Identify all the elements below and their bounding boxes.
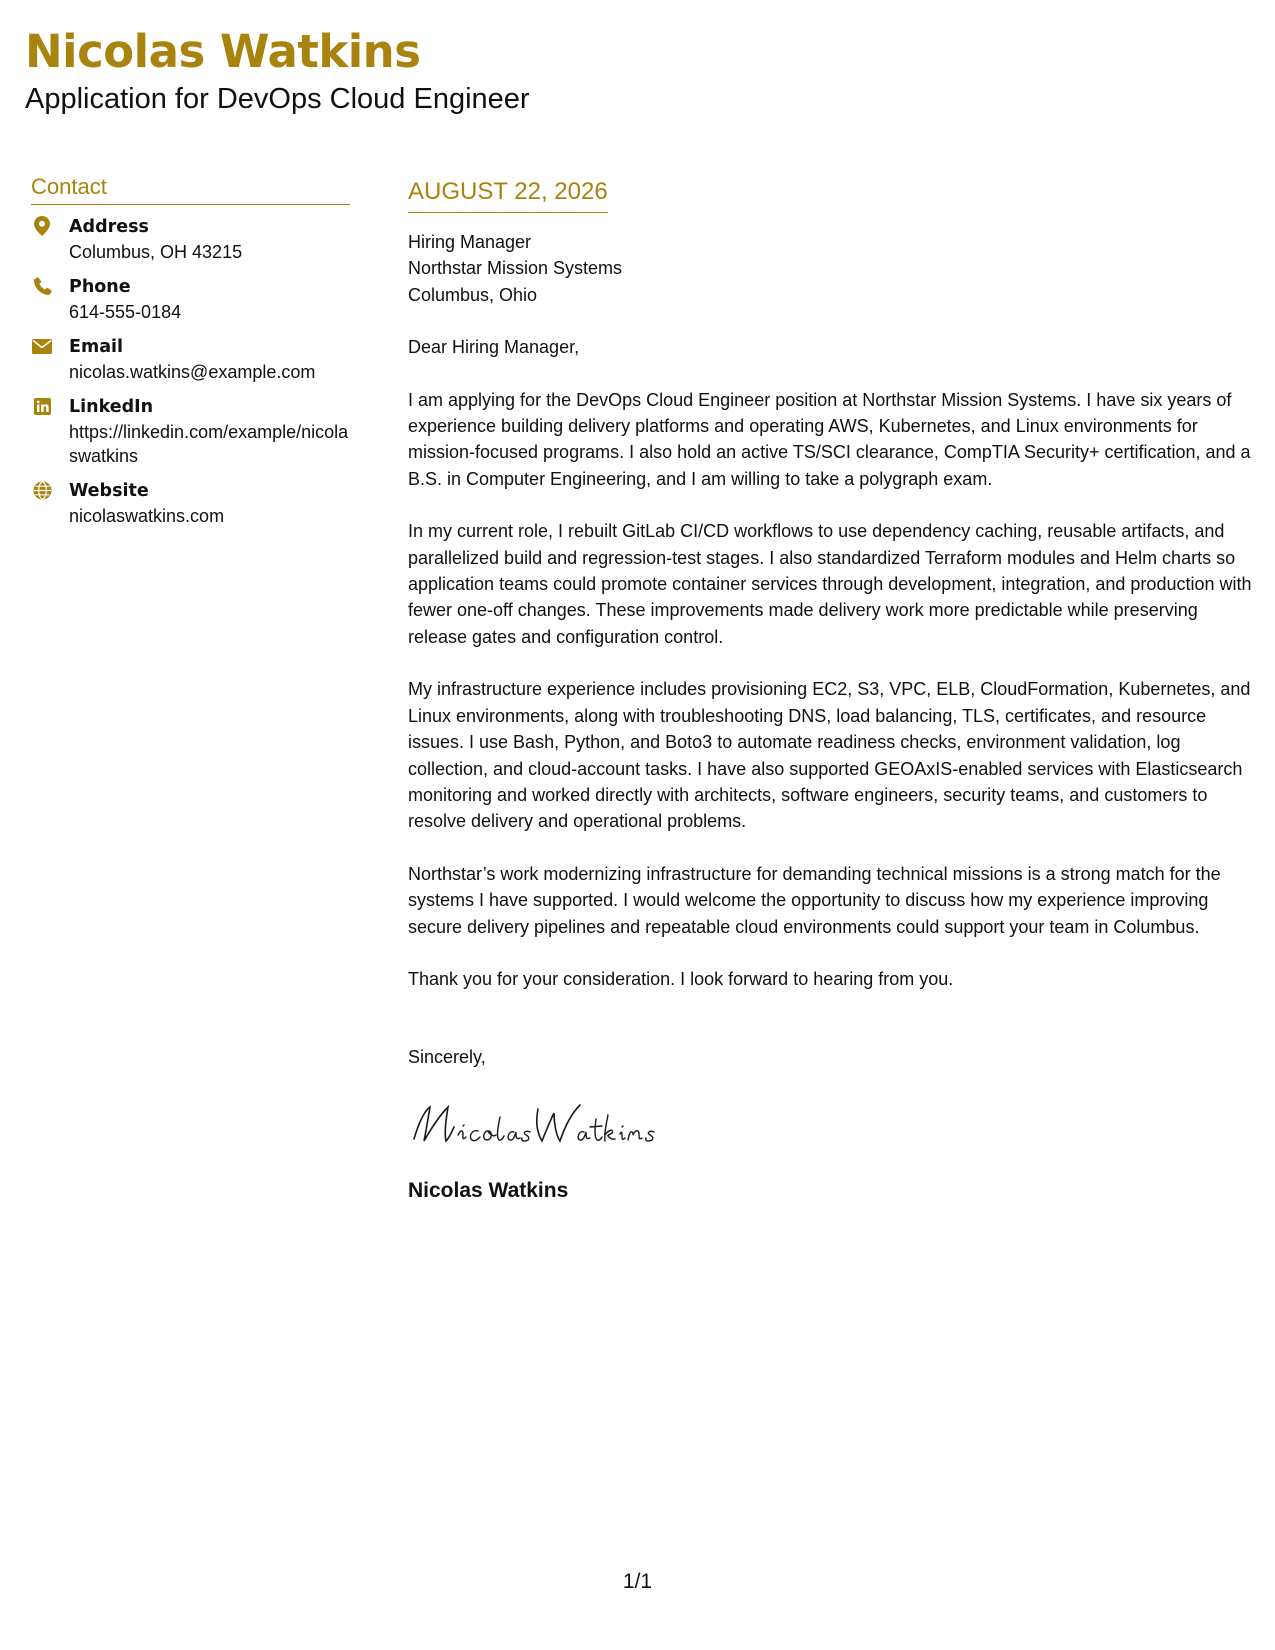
contact-item-email [31,335,350,384]
website-label: Website [69,481,149,501]
recipient-title: Hiring Manager [408,232,532,252]
address-label: Address [69,217,149,237]
signer-name: Nicolas Watkins [408,1178,569,1202]
recipient-location: Columbus, Ohio [408,284,538,305]
letter-paragraph: In my current role, I rebuilt GitLab CI/CD workflows to use dependency caching, reusable artifacts, and parallelized build and regression-test stages. I also standardized Terraform modules and Helm charts so application teams could promote container services through development, integration, and production with fewer one-off changes. These improvements made delivery work more predictable while preserving release gates and configuration control. [408,521,1252,647]
website-value[interactable]: nicolaswatkins.com [69,506,225,526]
closing: Sincerely, [408,1047,486,1068]
contact-item-website [31,479,350,528]
contact-sidebar [31,172,350,539]
letter-date: AUGUST 22, 2026 [408,176,608,213]
phone-icon [31,275,53,297]
contact-item-address [31,215,350,264]
letter-paragraph: Thank you for your consideration. I look forward to hearing from you. [408,968,954,989]
letter-paragraph: I am applying for the DevOps Cloud Engineer position at Northstar Mission Systems. I have six years of experience building delivery platforms and operating AWS, Kubernetes, and Linux environments for mission-focused programs. I also hold an active TS/SCI clearance, CompTIA Security+ certification, and a B.S. in Computer Engineering, and I am willing to take a polygraph exam. [408,389,1251,489]
page-number: 1/1 [622,1570,653,1593]
applicant-name: Nicolas Watkins [25,25,421,78]
phone-label: Phone [69,277,131,297]
map-pin-icon [31,215,53,237]
address-value: Columbus, OH 43215 [69,242,243,262]
email-label: Email [69,337,123,357]
linkedin-value[interactable]: https://linkedin.com/example/nicolaswatkins [69,422,349,466]
email-value[interactable]: nicolas.watkins@example.com [69,362,316,382]
linkedin-label: LinkedIn [69,397,154,417]
recipient-company: Northstar Mission Systems [408,258,623,279]
recipient-block [408,229,1253,308]
application-subtitle: Application for DevOps Cloud Engineer [25,83,530,115]
letter-paragraph: Northstar’s work modernizing infrastructure for demanding technical missions is a strong match for the systems I have supported. I would welcome the opportunity to discuss how my experience improving secure delivery pipelines and repeatable cloud environments could support your team in Columbus. [408,863,1221,937]
salutation: Dear Hiring Manager, [408,337,580,358]
cover-letter-body [408,176,1253,1205]
globe-icon [31,479,53,501]
phone-value: 614-555-0184 [69,302,182,322]
contact-item-linkedin [31,395,350,468]
contact-heading: Contact [31,172,350,205]
linkedin-icon [31,395,53,417]
letter-paragraph: My infrastructure experience includes provisioning EC2, S3, VPC, ELB, CloudFormation, Kubernetes, and Linux environments, along with troubleshooting DNS, load balancing, TLS, certificates, and resource issues. I use Bash, Python, and Boto3 to automate readiness checks, environment validation, log collection, and cloud-account tasks. I have also supported GEOAxIS-enabled services with Elasticsearch monitoring and worked directly with architects, software engineers, security teams, and customers to resolve delivery and operational problems. [408,679,1251,832]
handwritten-signature [408,1097,1253,1157]
contact-item-phone [31,275,350,324]
envelope-icon [31,335,53,357]
